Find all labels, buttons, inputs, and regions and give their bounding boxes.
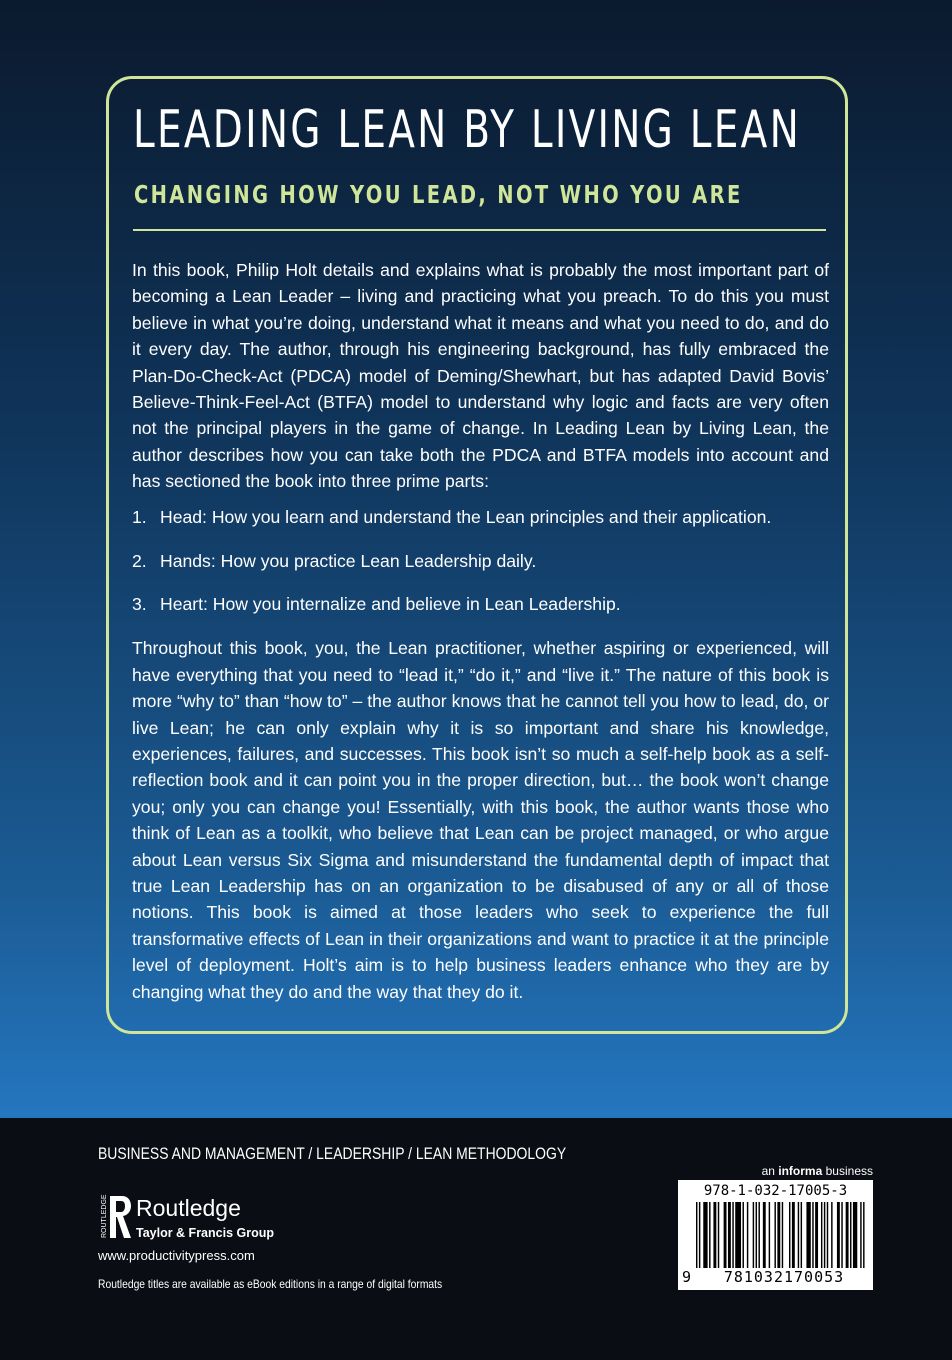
barcode-bar [846, 1202, 849, 1268]
parts-list [132, 504, 829, 618]
title-divider [133, 229, 826, 231]
barcode-bar [831, 1202, 832, 1268]
barcode-bar [801, 1202, 802, 1268]
barcode-bar [756, 1202, 757, 1268]
barcode-bar [747, 1202, 748, 1268]
barcode-bar [742, 1202, 743, 1268]
barcode-bar [732, 1202, 733, 1268]
blurb-closing: Throughout this book, you, the Lean practitioner, whether aspiring or experienced, will have everything that you need to “lead it,” “do it,” and “live it.” The nature of this book is more “why to” than “how to” – the author knows that he cannot tell you how to lead, do, or live Lean; he can only explain why it is so important and share his knowledge, experiences, failures, and successes. This book isn’t so much a self-help book as a self-reflection book and it can point you in the proper direction, but… the book won’t change you; only you can change you! Essentially, with this book, the author wants those who think of Lean as a toolkit, who believe that Lean can be project managed, or who argue about Lean versus Six Sigma and misunderstand the fundamental depth of impact that true Lean Leadership has on an organization to be disabused of any or all of those notions. This book is aimed at those leaders who seek to experience the full transformative effects of Lean in their organizations and want to practice it at the principle level of deployment. Holt’s aim is to help business leaders enhance who they are by changing what they do and the way that they do it. [132, 638, 829, 1002]
barcode-bar [728, 1202, 731, 1268]
barcode-bar [703, 1202, 707, 1268]
barcode-bar [718, 1202, 719, 1268]
barcode-bar [812, 1202, 813, 1268]
routledge-logo-icon [98, 1194, 132, 1240]
book-subtitle: CHANGING HOW YOU LEAD, NOT WHO YOU ARE [134, 180, 743, 209]
barcode-bar [735, 1202, 741, 1268]
list-item: 2. Hands: How you practice Lean Leadership daily. [132, 550, 537, 571]
barcode-bar [696, 1202, 697, 1268]
isbn-digits: 781032170053 [723, 1268, 845, 1286]
isbn-lead-digit: 9 [682, 1268, 692, 1286]
barcode-bar [699, 1202, 700, 1268]
blurb-intro: In this book, Philip Holt details and explains what is probably the most important part of becoming a Lean Leader – living and practicing what you preach. To do this you must believe in what you’re doing, understand what it means and what you need to do, and do it every day. The author, through his engineering background, has fully embraced the Plan-Do-Check-Act (PDCA) model of Deming/Shewhart, but has adapted David Bovis’ Believe-Think-Feel-Act (BTFA) model to understand why logic and facts are very often not the principal players in the game of change. In Leading Lean by Living Lean, the author describes how you can take both the PDCA and BTFA models into account and has sectioned the book into three prime parts: [132, 260, 829, 492]
book-title: LEADING LEAN BY LIVING LEAN [133, 100, 802, 160]
barcode-bar [789, 1202, 790, 1268]
barcode-bar [837, 1202, 840, 1268]
informa-tagline: an informa business [761, 1164, 873, 1178]
publisher-website[interactable]: www.productivitypress.com [98, 1248, 255, 1263]
barcode-bar [841, 1202, 842, 1268]
barcode-bar [713, 1202, 716, 1268]
barcode-bar [853, 1202, 857, 1268]
barcode-bar [815, 1202, 818, 1268]
barcode-bar [782, 1202, 783, 1268]
barcode-bar [763, 1202, 766, 1268]
subject-category: BUSINESS AND MANAGEMENT / LEADERSHIP / LEAN METHODOLOGY [98, 1144, 567, 1163]
barcode-bar [824, 1202, 825, 1268]
ebook-note: Routledge titles are available as eBook editions in a range of digital formats [98, 1277, 443, 1291]
barcode-bar [753, 1202, 754, 1268]
isbn-number: 978-1-032-17005-3 [703, 1183, 848, 1199]
barcode-bar [827, 1202, 828, 1268]
barcode-bar [821, 1202, 822, 1268]
barcode-bar [863, 1202, 864, 1268]
barcode-bar [709, 1202, 710, 1268]
isbn-barcode [678, 1180, 873, 1290]
barcode-bar [792, 1202, 795, 1268]
barcode-bar [806, 1202, 810, 1268]
barcode-bar [769, 1202, 770, 1268]
barcode-bar [860, 1202, 861, 1268]
publisher-name: Routledge [136, 1195, 241, 1221]
publisher-group: Taylor & Francis Group [136, 1226, 274, 1240]
barcode-bars [696, 1202, 866, 1272]
logo-vertical-text: ROUTLEDGE [101, 1194, 108, 1238]
barcode-bar [850, 1202, 851, 1268]
barcode-bar [777, 1202, 780, 1268]
barcode-bar [724, 1202, 727, 1268]
barcode-bar [774, 1202, 775, 1268]
barcode-bar [758, 1202, 759, 1268]
list-item: 3. Heart: How you internalize and believe in Lean Leadership. [132, 594, 621, 615]
list-item: 1. Head: How you learn and understand the Lean principles and their application. [132, 506, 772, 527]
barcode-bar [798, 1202, 799, 1268]
blurb-text [132, 257, 829, 1005]
